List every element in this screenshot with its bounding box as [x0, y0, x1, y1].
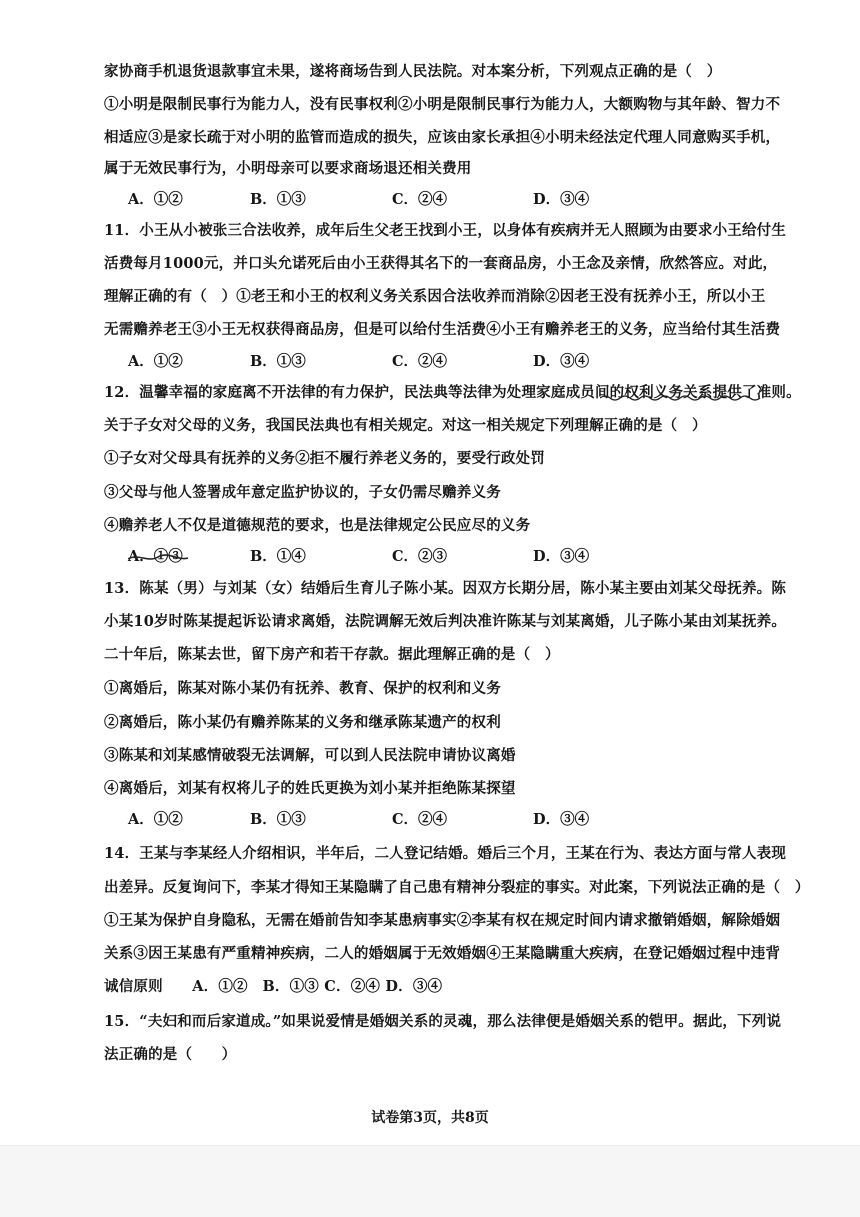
q14-statement-line: 关系③因王某患有严重精神疾病，二人的婚姻属于无效婚姻④王某隐瞒重大疾病，在登记婚姻过程中违背	[104, 945, 781, 962]
q14-options-line: 诚信原则 A．①② B．①③ C．②④ D．③④	[104, 978, 443, 995]
q10-statement-line: 相适应③是家长疏于对小明的监管而造成的损失，应该由家长承担④小明未经法定代理人同意购买手机，	[104, 129, 781, 146]
q14-statement-line: ①王某为保护自身隐私，无需在婚前告知李某患病事实②李某有权在规定时间内请求撤销婚姻，解除婚姻	[104, 912, 781, 929]
q13-stem: 13．陈某（男）与刘某（女）结婚后生育儿子陈小某。因双方长期分居，陈小某主要由刘某父母抚养。陈	[104, 580, 787, 597]
q11-stem: 11．小王从小被张三合法收养，成年后生父老王找到小王，以身体有疾病并无人照顾为由要求小王给付生	[104, 222, 787, 239]
q13-stem: 小某10岁时陈某提起诉讼请求离婚，法院调解无效后判决准许陈某与刘某离婚，儿子陈小某由刘某抚养。	[104, 613, 787, 630]
handwritten-scribble	[128, 551, 188, 565]
q12-stem: 12．温馨幸福的家庭离不开法律的有力保护，民法典等法律为处理家庭成员间的权利义务关系提供了准则。	[104, 384, 801, 401]
q13-statement-line: ④离婚后，刘某有权将儿子的姓氏更换为刘小某并拒绝陈某探望	[104, 780, 516, 797]
q13-statement-line: ③陈某和刘某感情破裂无法调解，可以到人民法院申请协议离婚	[104, 747, 516, 764]
q10-option-c: C．②④	[392, 191, 448, 208]
page-bottom-margin	[0, 1145, 860, 1217]
q14-stem: 出差异。反复询问下，李某才得知王某隐瞒了自己患有精神分裂症的事实。对此案，下列说法正确的是（ ）	[104, 879, 810, 896]
q12-statement-line: ③父母与他人签署成年意定监护协议的，子女仍需尽赡养义务	[104, 484, 501, 501]
q10-option-b: B．①③	[250, 191, 306, 208]
q11-option-c: C．②④	[392, 353, 448, 370]
q10-option-d: D．③④	[533, 191, 590, 208]
q13-option-d: D．③④	[533, 811, 590, 828]
q14-stem: 14．王某与李某经人介绍相识，半年后，二人登记结婚。婚后三个月，王某在行为、表达方面与常人表现	[104, 845, 787, 862]
q12-statement-line: ④赡养老人不仅是道德规范的要求，也是法律规定公民应尽的义务	[104, 517, 531, 534]
q12-stem: 关于子女对父母的义务，我国民法典也有相关规定。对这一相关规定下列理解正确的是（ ）	[104, 417, 707, 434]
q15-stem: 法正确的是（ ）	[104, 1046, 237, 1063]
handwritten-wavy-underline	[600, 394, 800, 402]
q15-stem: 15．“夫妇和而后家道成。”如果说爱情是婚姻关系的灵魂，那么法律便是婚姻关系的铠甲。据此，下列说	[104, 1013, 782, 1030]
q11-option-a: A．①②	[128, 353, 183, 370]
q13-option-b: B．①③	[250, 811, 306, 828]
q13-option-c: C．②④	[392, 811, 448, 828]
q13-stem: 二十年后，陈某去世，留下房产和若干存款。据此理解正确的是（ ）	[104, 646, 560, 663]
q13-option-a: A．①②	[128, 811, 183, 828]
q10-statement-line: 属于无效民事行为，小明母亲可以要求商场退还相关费用	[104, 160, 472, 177]
q11-statement-line: 无需赡养老王③小王无权获得商品房，但是可以给付生活费④小王有赡养老王的义务，应当给付其生活费	[104, 321, 781, 338]
q11-stem: 活费每月1000元，并口头允诺死后由小王获得其名下的一套商品房，小王念及亲情，欣然答应。对此，	[104, 255, 778, 272]
q11-option-d: D．③④	[533, 353, 590, 370]
q12-option-b: B．①④	[250, 548, 306, 565]
q10-statement-line: ①小明是限制民事行为能力人，没有民事权利②小明是限制民事行为能力人，大额购物与其年龄、智力不	[104, 96, 781, 113]
q11-statement-line: 理解正确的有（ ）①老王和小王的权利义务关系因合法收养而消除②因老王没有抚养小王，所以小王	[104, 288, 766, 305]
q12-option-a: A．①③	[128, 548, 183, 565]
q10-option-a: A．①②	[128, 191, 183, 208]
page-footer: 试卷第3页，共8页	[371, 1110, 489, 1126]
q10-stem-tail: 家协商手机退货退款事宜未果，遂将商场告到人民法院。对本案分析，下列观点正确的是（ ）	[104, 63, 722, 80]
q12-option-d: D．③④	[533, 548, 590, 565]
q12-option-c: C．②③	[392, 548, 448, 565]
q13-statement-line: ①离婚后，陈某对陈小某仍有抚养、教育、保护的权利和义务	[104, 680, 501, 697]
q12-statement-line: ①子女对父母具有抚养的义务②拒不履行养老义务的，要受行政处罚	[104, 450, 545, 467]
q11-option-b: B．①③	[250, 353, 306, 370]
q13-statement-line: ②离婚后，陈小某仍有赡养陈某的义务和继承陈某遗产的权利	[104, 714, 501, 731]
